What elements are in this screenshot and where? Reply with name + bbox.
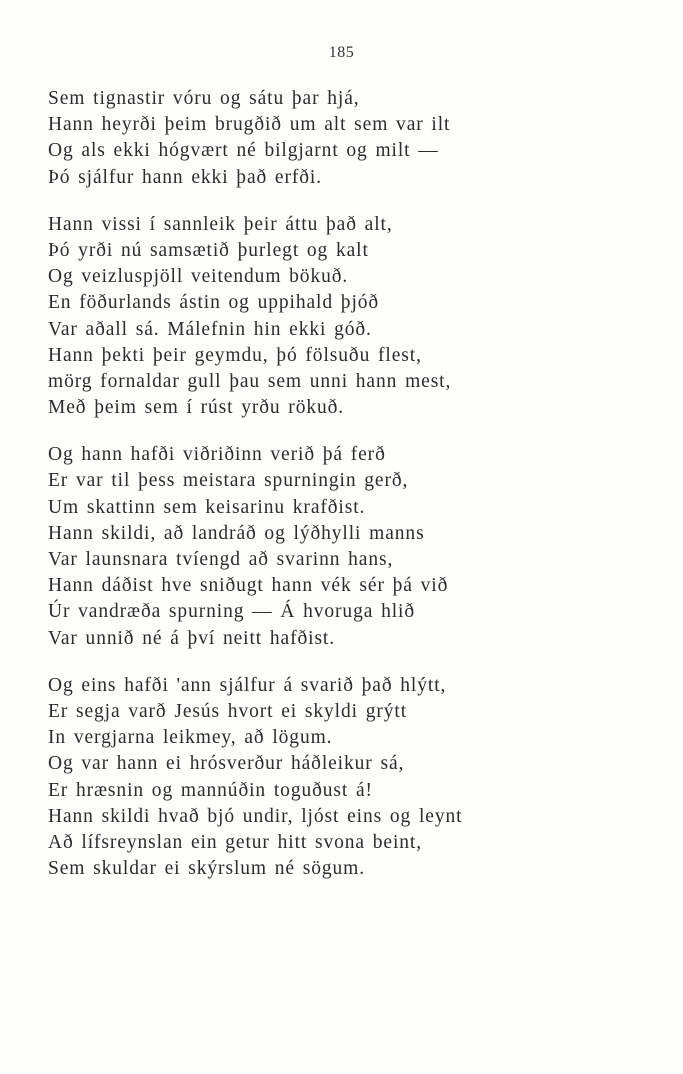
poem-line: Var unnið né á því neitt hafðist. (48, 627, 336, 649)
poem-line: Og als ekki hógvært né bilgjarnt og milt — (48, 140, 439, 162)
stanza-1 (48, 86, 658, 191)
poem-line: Að lífsreynslan ein getur hitt svona beint, (48, 831, 423, 853)
poem-line: Er segja varð Jesús hvort ei skyldi grýtt (48, 700, 408, 722)
poem-line: Og hann hafði viðriðinn verið þá ferð (48, 444, 386, 466)
poem-line: Var launsnara tvíengd að svarinn hans, (48, 549, 394, 570)
poem-line: Hann dáðist hve sniðugt hann vék sér þá við (48, 575, 449, 597)
poem-line: Var aðall sá. Málefnin hin ekki góð. (48, 318, 372, 340)
poem-line: Þó yrði nú samsætið þurlegt og kalt (48, 239, 369, 261)
poem-line: Með þeim sem í rúst yrðu rökuð. (48, 397, 345, 419)
stanza-4 (48, 673, 658, 883)
poem-line: Úr vandræða spurning — Á hvoruga hlið (48, 601, 416, 623)
poem-line: Hann heyrði þeim brugðið um alt sem var ilt (48, 114, 451, 136)
poem-line: Sem tignastir vóru og sátu þar hjá, (48, 88, 360, 109)
poem-line: Og var hann ei hrósverður háðleikur sá, (48, 753, 405, 775)
page-number: 185 (328, 44, 355, 61)
poem (48, 86, 658, 903)
poem-line: Hann skildi, að landráð og lýðhylli manns (48, 522, 425, 544)
poem-line: En föðurlands ástin og uppihald þjóð (48, 292, 380, 314)
poem-line: Hann vissi í sannleik þeir áttu það alt, (48, 213, 393, 235)
poem-line: Er var til þess meistara spurningin gerð, (48, 470, 409, 492)
poem-line: Og eins hafði 'ann sjálfur á svarið það hlýtt, (48, 674, 447, 696)
poem-line: Er hræsnin og mannúðin toguðust á! (48, 779, 373, 801)
poem-line: Hann skildi hvað bjó undir, ljóst eins og leynt (48, 805, 463, 827)
poem-line: Um skattinn sem keisarinu krafðist. (48, 496, 366, 518)
poem-line: In vergjarna leikmey, að lögum. (48, 727, 333, 749)
poem-line: Þó sjálfur hann ekki það erfði. (48, 166, 323, 188)
poem-line: Sem skuldar ei skýrslum né sögum. (48, 858, 366, 880)
poem-line: Og veizluspjöll veitendum bökuð. (48, 266, 349, 288)
poem-line: mörg fornaldar gull þau sem unni hann mest, (48, 370, 452, 392)
stanza-3 (48, 442, 658, 652)
poem-line: Hann þekti þeir geymdu, þó fölsuðu flest, (48, 344, 422, 366)
stanza-2 (48, 212, 658, 422)
